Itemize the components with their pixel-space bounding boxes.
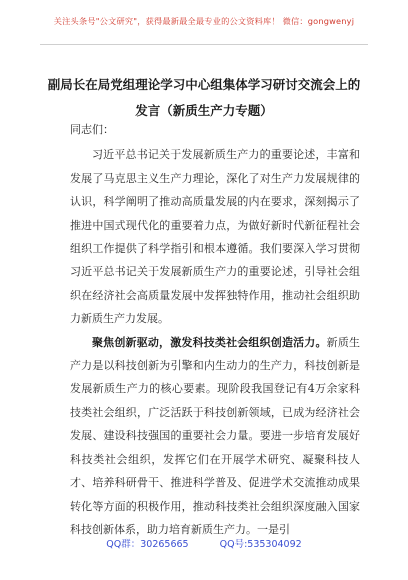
document-body — [70, 118, 360, 541]
header-banner: 关注头条号"公文研究"，获得最新最全最专业的公文资料库！ 微信：gongwenyj — [53, 16, 355, 26]
footer-contacts — [0, 536, 408, 550]
salutation: 同志们： — [70, 123, 114, 136]
paragraph-2-lead: 聚焦创新驱动，激发科技类社会组织创造活力。 — [92, 335, 327, 349]
paragraph-2 — [70, 331, 360, 542]
header-divider — [40, 44, 368, 45]
title-line-1: 副局长在局党组理论学习中心组集体学习研讨交流会上的 — [47, 77, 361, 92]
paragraph-2-text: 新质生产力是以科技创新为引擎和内生动力的生产力，科技创新是发展新质生产力的核心要素。现阶段我国登记有4万余家科技类社会组织，广泛活跃于科技创新领域，已成为经济社会发展、建设科技强国的重要社会力量。要进一步培育发展好科技类社会组织，发挥它们在开展学术研究、凝聚科技人才、培养科研骨干、推进科学普及、促进学术交流推动成果转化等方面的积极作用，推动科技类社会组织深度融入国家科技创新体系，助力培育新质生产力。一是引 — [70, 335, 361, 536]
footer-qq-group: QQ群：30265665 — [106, 539, 189, 550]
document-title — [0, 72, 408, 124]
paragraph-1: 习近平总书记关于发展新质生产力的重要论述，丰富和发展了马克思主义生产力理论，深化了对生产力发展规律的认识，科学阐明了推动高质量发展的内在要求，深刻揭示了推进中国式现代化的重要着力点，为做好新时代新征程社会组织工作提供了科学指引和根本遵循。我们要深入学习贯彻习近平总书记关于发展新质生产力的重要论述，引导社会组织在经济社会高质量发展中发挥独特作用，推动社会组织助力新质生产力发展。 — [70, 148, 360, 326]
footer-qq-number: QQ号:535304092 — [219, 539, 302, 550]
title-line-2: 发言（新质生产力专题） — [135, 103, 273, 118]
